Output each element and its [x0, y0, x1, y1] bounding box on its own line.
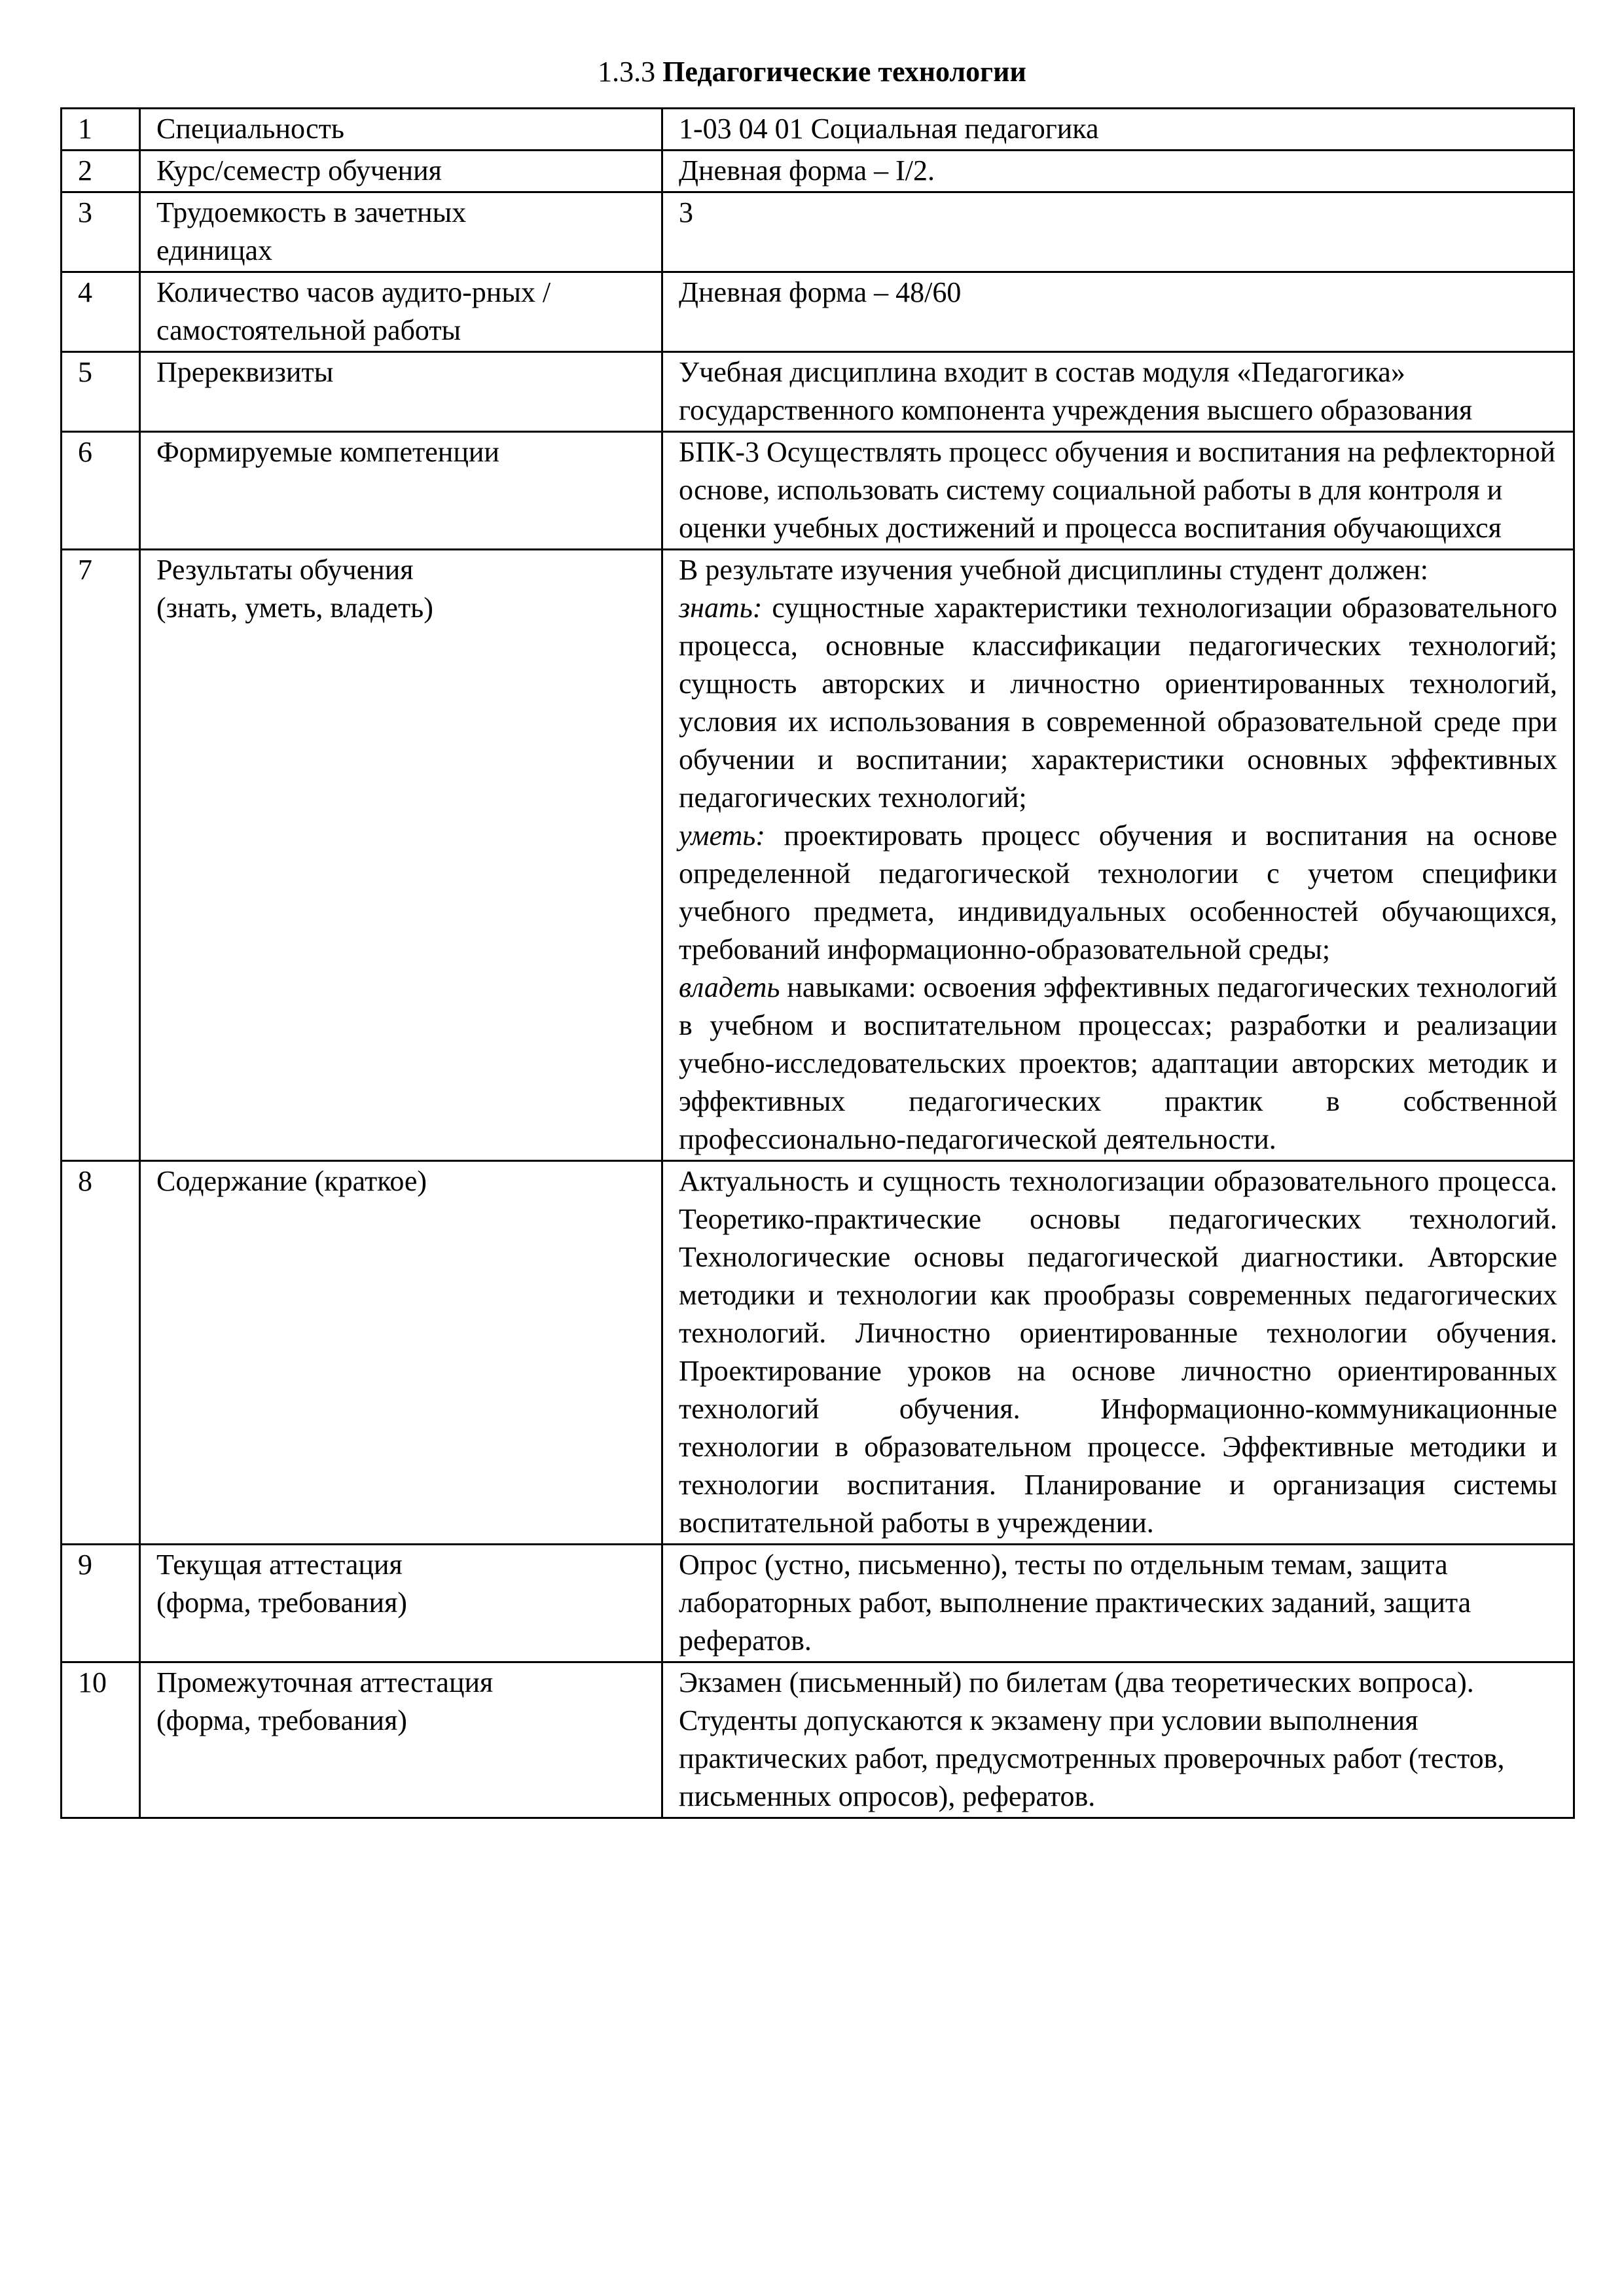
row-number: 9 — [62, 1545, 140, 1662]
learning-outcomes-intro: В результате изучения учебной дисциплины студент должен: — [679, 554, 1429, 586]
row-number: 1 — [62, 109, 140, 151]
row-label-note: (форма, требования) — [156, 1587, 407, 1619]
row-value: Экзамен (письменный) по билетам (два теоретических вопроса). Студенты допускаются к экзамену при условии выполнения практических работ, предусмотренных проверочных работ (тестов, письменных опросов), рефератов. — [662, 1662, 1574, 1818]
row-label: Курс/семестр обучения — [140, 151, 662, 192]
table-row — [62, 192, 1574, 272]
row-label-cell — [140, 1662, 662, 1818]
row-number: 4 — [62, 272, 140, 352]
table-row — [62, 1545, 1574, 1662]
row-value: Дневная форма – I/2. — [662, 151, 1574, 192]
row-value: 1-03 04 01 Социальная педагогика — [662, 109, 1574, 151]
section-heading — [0, 52, 1624, 92]
table-row — [62, 352, 1574, 432]
row-value: Опрос (устно, письменно), тесты по отдельным темам, защита лабораторных работ, выполнение практических заданий, защита рефератов. — [662, 1545, 1574, 1662]
outcome-know-term: знать: — [679, 592, 763, 624]
outcome-can — [679, 817, 1557, 969]
outcome-can-term: уметь: — [679, 819, 765, 852]
outcome-can-text: проектировать процесс обучения и воспитания на основе определенной педагогической технологии с учетом специфики учебного предмета, индивидуальных особенностей обучающихся, требований информационно-образовательной среды; — [679, 819, 1557, 965]
table-row — [62, 151, 1574, 192]
row-label-note: (форма, требования) — [156, 1704, 407, 1736]
row-number: 7 — [62, 550, 140, 1161]
section-title: Педагогические технологии — [662, 56, 1026, 88]
table-row — [62, 550, 1574, 1161]
row-value: 3 — [662, 192, 1574, 272]
table-row — [62, 109, 1574, 151]
row-label: Пререквизиты — [140, 352, 662, 432]
table-row — [62, 1161, 1574, 1545]
table-row — [62, 272, 1574, 352]
row-label: Формируемые компетенции — [140, 432, 662, 550]
outcome-own — [679, 969, 1557, 1158]
row-number: 6 — [62, 432, 140, 550]
outcome-own-text: навыками: освоения эффективных педагогических технологий в учебном и воспитательном процессах; разработки и реализации учебно-исследовательских проектов; адаптации авторских методик и эффективных педагогических практик в собственной профессионально-педагогической деятельности. — [679, 971, 1557, 1155]
row-value: БПК-3 Осуществлять процесс обучения и воспитания на рефлекторной основе, использовать систему социальной работы в для контроля и оценки учебных достижений и процесса воспитания обучающихся — [662, 432, 1574, 550]
outcome-own-term: владеть — [679, 971, 780, 1003]
row-label: Трудоемкость в зачетных единицах — [140, 192, 662, 272]
outcome-know-text: сущностные характеристики технологизации образовательного процесса, основные классификации педагогических технологий; сущность авторских и личностно ориентированных технологий, условия их использования в современной образовательной среде при обучении и воспитании; характеристики основных эффективных педагогических технологий; — [679, 592, 1557, 814]
row-value: Дневная форма – 48/60 — [662, 272, 1574, 352]
outcome-know — [679, 589, 1557, 817]
row-value: Актуальность и сущность технологизации образовательного процесса. Теоретико-практические основы педагогических технологий. Технологические основы педагогической диагностики. Авторские методики и технологии как прообразы современных педагогических технологий. Личностно ориентированные технологии обучения. Проектирование уроков на основе личностно ориентированных технологий обучения. Информационно-коммуникационные технологии в образовательном процессе. Эффективные методики и технологии воспитания. Планирование и организация системы воспитательной работы в учреждении. — [662, 1161, 1574, 1545]
row-label-cell — [140, 1545, 662, 1662]
row-label: Содержание (краткое) — [140, 1161, 662, 1545]
row-number: 10 — [62, 1662, 140, 1818]
table-row — [62, 1662, 1574, 1818]
row-value-cell — [662, 550, 1574, 1161]
row-label: Текущая аттестация — [156, 1549, 403, 1581]
row-number: 2 — [62, 151, 140, 192]
row-label: Количество часов аудито-рных / самостоятельной работы — [140, 272, 662, 352]
table-row — [62, 432, 1574, 550]
row-number: 8 — [62, 1161, 140, 1545]
row-value: Учебная дисциплина входит в состав модуля «Педагогика» государственного компонента учреждения высшего образования — [662, 352, 1574, 432]
row-label: Промежуточная аттестация — [156, 1666, 494, 1698]
row-label: Результаты обучения — [156, 554, 414, 586]
row-label-note: (знать, уметь, владеть) — [156, 592, 433, 624]
row-number: 3 — [62, 192, 140, 272]
row-number: 5 — [62, 352, 140, 432]
row-label-cell — [140, 550, 662, 1161]
discipline-info-table — [60, 107, 1575, 1819]
section-number: 1.3.3 — [598, 56, 656, 88]
row-label: Специальность — [140, 109, 662, 151]
